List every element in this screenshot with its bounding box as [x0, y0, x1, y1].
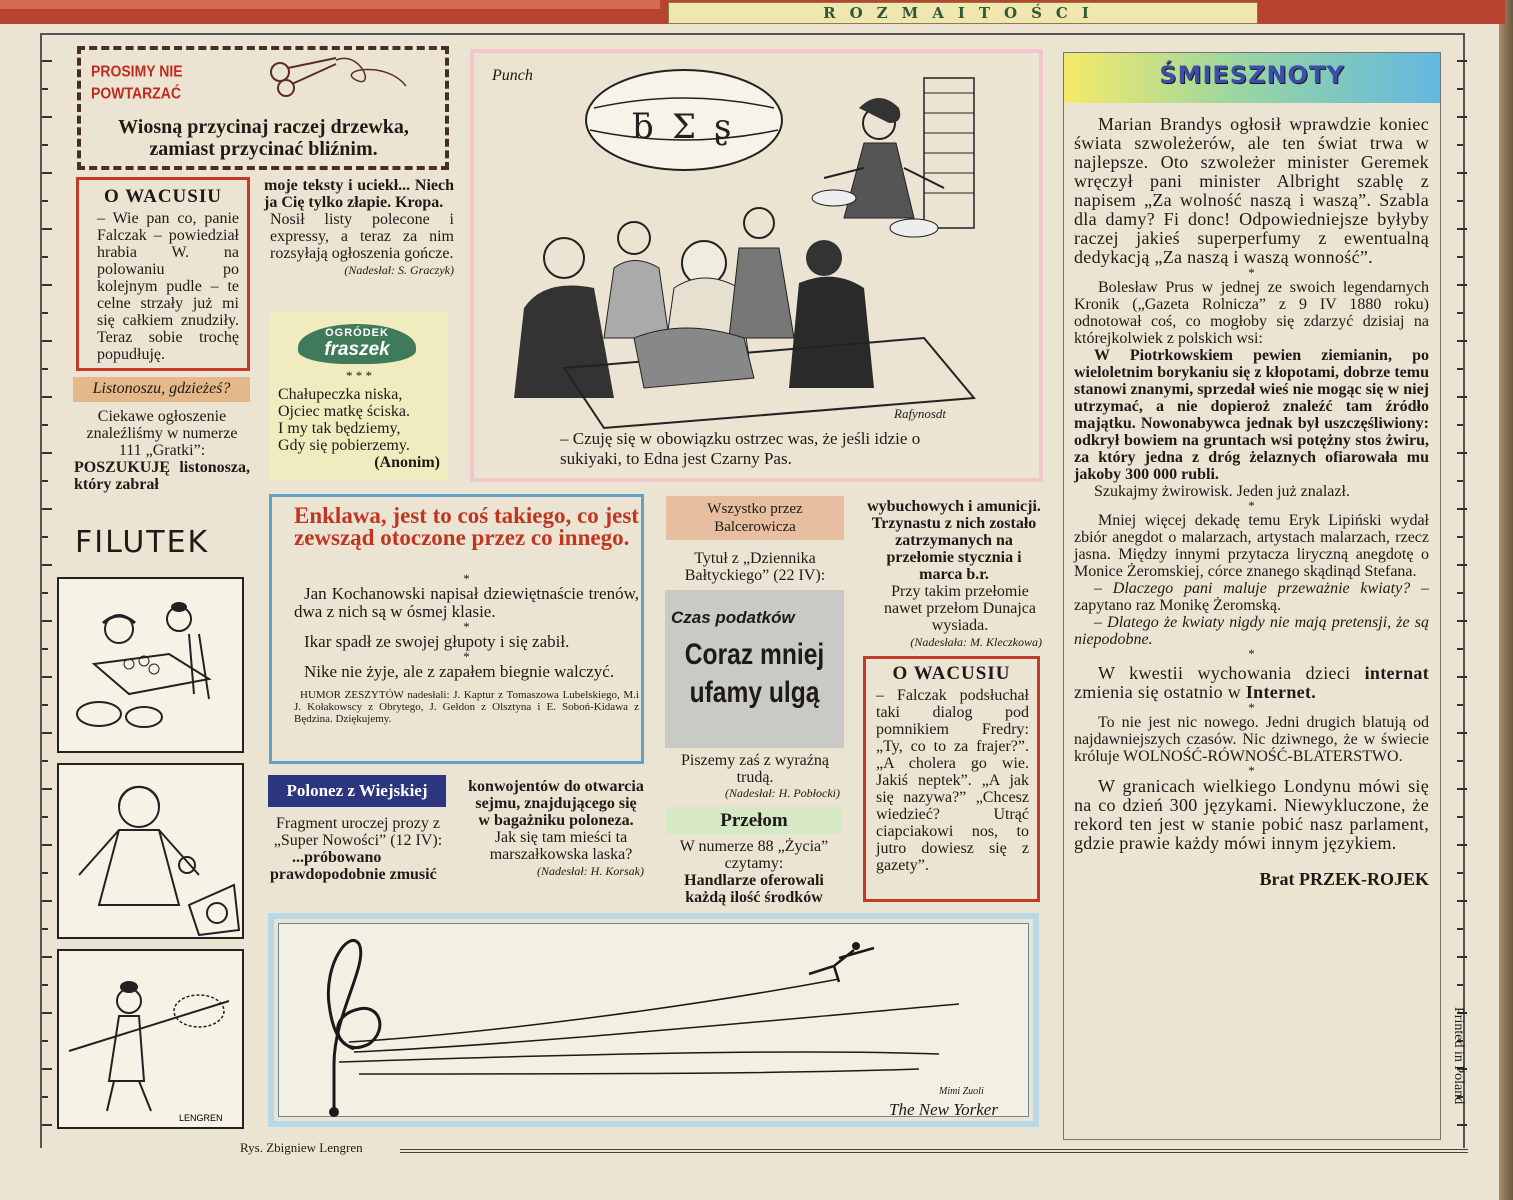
printed-in-poland	[1451, 1003, 1490, 1123]
smiesznoty-p2-end: Szukajmy żwirowisk. Jeden już znalazł.	[1094, 483, 1350, 500]
frame-tick	[1457, 340, 1467, 342]
frame-tick	[1457, 648, 1463, 650]
frame-tick	[42, 144, 48, 146]
frame-tick	[42, 200, 48, 202]
frame-tick	[1457, 844, 1467, 846]
filutek-panel-2	[57, 763, 244, 939]
illustration-credit: Rys. Zbigniew Lengren	[240, 1140, 363, 1155]
filutek-logo: FILUTEK	[75, 525, 210, 560]
polonez-text2: Jak się tam mieści ta marszałkowska laska?	[489, 829, 633, 863]
frame-tick	[1457, 676, 1467, 678]
frame-tick	[42, 88, 48, 90]
separator-star: *	[463, 619, 470, 634]
smiesznoty-p1: Marian Brandys ogłosił wprawdzie koniec świata szwoleżerów, ale ten świat trwa w najlepsze. Oto szwoleżer minister Geremek wręczył pani minister Albright szablę z napisem „Za wolność naszą i waszą”. Szabla dla damy? Fi donc! Odpowiedniejsze byłyby raczej jakieś superperfumy z ewentualną dedykacją „Za naszą i waszą wonność”.	[1074, 114, 1429, 267]
frame-tick	[1457, 536, 1463, 538]
newyorker-cartoon-frame	[268, 913, 1039, 1127]
separator-star: *	[1248, 763, 1255, 778]
prosimy-box	[77, 46, 449, 170]
smiesznoty-p3-question-tail: – zapytano raz Monikę Żeromską.	[1074, 580, 1430, 614]
frame-tick	[1457, 256, 1463, 258]
clipping-small-title: Czas podatków	[671, 608, 795, 627]
frame-tick	[1457, 60, 1467, 62]
filutek-panel-3	[57, 949, 244, 1129]
smiesznoty-p4-a: W kwestii wychowania dzieci	[1098, 663, 1365, 683]
frame-tick	[42, 508, 52, 510]
separator-star: *	[1248, 646, 1255, 661]
filutek-panel-1	[57, 577, 244, 753]
frame-tick	[1457, 564, 1467, 566]
frame-tick	[42, 816, 48, 818]
frame-tick	[1457, 200, 1463, 202]
wszystko-credit: (Nadesłał: H. Pobłocki)	[725, 786, 840, 800]
frame-tick	[42, 1040, 48, 1042]
frame-tick	[42, 1068, 52, 1070]
filutek-drawing-3	[59, 951, 242, 1127]
frame-tick	[42, 452, 52, 454]
frame-tick	[42, 872, 48, 874]
frame-tick	[1457, 704, 1463, 706]
frame-tick	[42, 1124, 52, 1126]
frame-tick	[1457, 592, 1463, 594]
separator-star: *	[463, 649, 470, 664]
frame-tick	[42, 984, 48, 986]
frame-tick	[1457, 116, 1467, 118]
filutek-drawing-2	[59, 765, 242, 937]
newspaper-clipping	[665, 590, 844, 748]
smiesznoty-p5: To nie jest nic nowego. Jedni drugich blatują od najdawniejszych czasów. Nic dziwnego, że w świecie króluje WOLNOŚĆ-RÓWNOŚĆ-BLATERSTWO.	[1074, 714, 1429, 765]
frame-tick	[1457, 480, 1463, 482]
frame-tick	[42, 564, 52, 566]
frame-tick	[1457, 760, 1463, 762]
enklawa-box	[269, 494, 644, 764]
page-spine	[1499, 0, 1513, 1200]
newyorker-source: The New Yorker	[889, 1100, 998, 1119]
listonosz-text: Ciekawe ogłoszenie znaleźliśmy w numerze 111 „Gratki”:	[86, 408, 238, 459]
smiesznoty-header	[1064, 53, 1440, 103]
frame-tick	[42, 760, 48, 762]
wacusiu-title-2: O WACUSIU	[892, 663, 1011, 684]
frame-tick	[1457, 368, 1463, 370]
listonosz-bold-cont: moje teksty i uciekł... Niech ja Cię tylko złapie. Kropa.	[264, 177, 454, 211]
frame-tick	[42, 368, 48, 370]
frame-tick	[42, 592, 48, 594]
frame-tick	[1457, 284, 1467, 286]
ogrodek-stars: * * *	[346, 368, 372, 383]
frame-tick	[42, 424, 48, 426]
przelom-bold: Handlarze oferowali każdą ilość środków	[684, 872, 824, 906]
ogrodek-badge-top: OGRÓDEK	[325, 327, 389, 339]
bottom-rule	[400, 1149, 1468, 1153]
ogrodek-box	[270, 312, 448, 480]
wszystko-text: Tytuł z „Dziennika Bałtyckiego” (22 IV):	[684, 550, 826, 584]
frame-tick	[1457, 620, 1467, 622]
frame-tick	[1457, 928, 1463, 930]
frame-tick	[42, 60, 52, 62]
svg-text:Ʃ: Ʃ	[672, 107, 697, 147]
smiesznoty-p2-quote: W Piotrkowskiem pewien ziemianin, po wieloletnim borykaniu się z kłopotami, dobrze temu stanowi znanymi, sprzedał wieś nie mogąc się w niej utrzymać, a nie dopieroż znaleźć tam źródło majątku. Nowonabywca jednak był uszczęśliwiony: odkrył bowiem na gruntach wsi potężny stos żwiru, za który jedna z dróg żelaznych ofiarowała mu jakoby 300 000 rubli.	[1074, 347, 1429, 483]
separator-star: *	[1248, 498, 1255, 513]
enklawa-credit: HUMOR ZESZYTÓW nadesłali: J. Kaptur z Tomaszowa Lubelskiego, M.i J. Kołakowscy z Obrytego, J. Gełdon z Olsztyna i E. Soboń-Kidawa z Będzina. Dziękujemy.	[294, 689, 639, 725]
frame-tick	[1457, 872, 1463, 874]
listonosz-credit: (Nadesłał: S. Graczyk)	[344, 263, 454, 277]
svg-text:ʂ: ʂ	[714, 107, 732, 147]
przelom-heading: Przełom	[666, 807, 842, 834]
smiesznoty-p6: W granicach wielkiego Londynu mówi się na co dzień 300 językami. Niewykluczone, że rekord ten jest w stanie pobić nasz parlament, gdzie prawie każdy mówi innym językiem.	[1074, 776, 1429, 853]
punch-artist-signature: Rafynosdt	[894, 406, 946, 421]
wacusiu-title-1: O WACUSIU	[104, 186, 222, 207]
ogrodek-poem-line-1: Chałupeczka niska,	[278, 386, 403, 403]
frame-tick	[1457, 424, 1463, 426]
punch-source: Punch	[492, 67, 533, 84]
frame-tick	[42, 704, 48, 706]
przelom-credit: (Nadesłała: M. Kleczkowa)	[910, 635, 1042, 649]
smiesznoty-p4-c: zmienia się ostatnio w	[1074, 682, 1246, 702]
przelom-text: W numerze 88 „Życia” czytamy:	[679, 838, 829, 872]
punch-caption: – Czuję się w obowiązku ostrzec was, że jeśli idzie o sukiyaki, to Edna jest Czarny Pas.	[560, 429, 921, 468]
frame-tick	[42, 732, 52, 734]
frame-tick	[42, 648, 48, 650]
smiesznoty-p3-answer: – Dlatego że kwiaty nigdy nie mają pretensji, że są niepodobne.	[1074, 614, 1429, 648]
frame-top	[40, 33, 1465, 35]
frame-tick	[1457, 900, 1467, 902]
frame-tick	[1457, 312, 1463, 314]
enklawa-title: Enklawa, jest to coś takiego, co jest zewsząd otoczone przez co innego.	[294, 503, 639, 550]
newyorker-drawing	[279, 924, 1030, 1118]
frame-tick	[1457, 172, 1467, 174]
frame-tick	[1457, 816, 1463, 818]
punch-cartoon-drawing	[504, 68, 1014, 438]
prosimy-label-line2: POWTARZAĆ	[91, 84, 181, 102]
frame-tick	[42, 844, 52, 846]
frame-tick	[42, 956, 52, 958]
frame-tick	[42, 536, 48, 538]
polonez-credit: (Nadesłał: H. Korsak)	[537, 864, 644, 878]
polonez-bold-cont: konwojentów do otwarcia sejmu, znajdującego się w bagażniku poloneza.	[468, 778, 644, 829]
frame-tick	[1457, 508, 1467, 510]
scissors-icon	[266, 50, 416, 100]
wacusiu-text-1: – Wie pan co, panie Falczak – powiedział hrabia W. na polowaniu po kolejnym pudle – te celne strzały już mi się całkiem znudziły. Teraz sobie trochę popudłuję.	[97, 210, 239, 363]
smiesznoty-p4-b: internat	[1364, 663, 1429, 683]
przelom-bold-cont: wybuchowych i amunicji. Trzynastu z nich zostało zatrzymanych na przełomie stycznia i marca b.r.	[867, 498, 1041, 583]
prosimy-text: Wiosną przycinaj raczej drzewka, zamiast przycinać bliźnim.	[118, 116, 409, 160]
listonosz-bold: POSZUKUJĘ listonosza, który zabrał	[74, 459, 250, 493]
frame-tick	[42, 396, 52, 398]
smiesznoty-signature: Brat PRZEK-ROJEK	[1259, 869, 1429, 889]
prosimy-label-line1: PROSIMY NIE	[91, 62, 183, 80]
separator-star: *	[1248, 700, 1255, 715]
frame-tick	[1457, 956, 1467, 958]
frame-tick	[1457, 88, 1463, 90]
top-band-highlight	[0, 0, 660, 9]
przelom-text2: Przy takim przełomie nawet przełom Dunajca wysiada.	[884, 583, 1036, 634]
frame-tick	[42, 1096, 48, 1098]
enklawa-line-2: Ikar spadł ze swojej głupoty i się zabił.	[304, 632, 570, 651]
listonosz-text2: Nosił listy polecone i expressy, a teraz za nim rozsyłają ogłoszenia gończe.	[270, 211, 454, 262]
frame-tick	[42, 228, 52, 230]
frame-tick	[42, 788, 52, 790]
wszystko-heading: Wszystko przez Balcerowicza	[666, 496, 844, 540]
frame-tick	[1457, 228, 1467, 230]
frame-tick	[42, 312, 48, 314]
filutek-artist-signature: LENGREN	[179, 1113, 223, 1123]
frame-tick	[42, 900, 52, 902]
wszystko-text2: Piszemy zaś z wyraźną trudą.	[681, 752, 829, 786]
polonez-bold: ...próbowano prawdopodobnie zmusić	[270, 849, 437, 883]
ogrodek-badge	[298, 324, 416, 364]
frame-tick	[1457, 732, 1467, 734]
frame-tick	[42, 116, 52, 118]
ogrodek-badge-bottom: fraszek	[324, 339, 390, 360]
polonez-heading: Polonez z Wiejskiej	[268, 775, 446, 807]
smiesznoty-p4-d: Internet.	[1245, 682, 1317, 702]
punch-cartoon-frame	[470, 49, 1043, 482]
section-title: ROZMAITOŚCI	[668, 2, 1258, 24]
smiesznoty-p3-question: – Dlaczego pani maluje przeważnie kwiaty?	[1094, 580, 1411, 597]
frame-tick	[42, 256, 48, 258]
ogrodek-poem-line-2: Ojciec matkę ściska.	[278, 403, 410, 420]
polonez-text: Fragment uroczej prozy z „Super Nowości” (12 IV):	[273, 815, 443, 849]
frame-right	[1463, 33, 1465, 1148]
frame-tick	[42, 284, 52, 286]
frame-tick	[1457, 1124, 1467, 1126]
frame-tick	[42, 676, 52, 678]
ogrodek-poem-line-3: I my tak będziemy,	[278, 420, 401, 437]
prosimy-label	[91, 60, 211, 104]
frame-tick	[1457, 788, 1467, 790]
frame-tick	[1457, 452, 1467, 454]
frame-tick	[1457, 984, 1463, 986]
frame-tick	[1457, 396, 1467, 398]
ogrodek-author: (Anonim)	[374, 454, 440, 471]
separator-star: *	[1248, 265, 1255, 280]
smiesznoty-title: ŚMIESZNOTY	[1159, 61, 1345, 89]
frame-tick	[42, 172, 52, 174]
frame-tick	[42, 620, 52, 622]
newyorker-cartoon	[278, 923, 1029, 1117]
newyorker-artist-signature: Mimi Zuoli	[939, 1086, 984, 1097]
frame-tick	[42, 928, 48, 930]
wacusiu-text-2: – Falczak podsłuchał taki dialog pod pomnikiem Fredry: „Ty, co to za frajer?”. „A cholera go wie. Jakiś neptek”. „A jak się nazywa?” „Chcesz wiedzieć? Utrąć ciapciakowi nos, to jutro dowiesz się z gazety”.	[876, 687, 1029, 874]
smiesznoty-p3: Mniej więcej dekadę temu Eryk Lipiński wydał zbiór anegdot o malarzach, artystach malarzach, rzecz jasna. Między innymi przytacza liryczną anegdotę o Monice Żeromskiej, córce znanego skądinąd Stefana.	[1074, 512, 1429, 580]
frame-tick	[42, 1012, 52, 1014]
smiesznoty-p2: Bolesław Prus w jednej ze swoich legendarnych Kronik („Gazeta Rolnicza” z 9 IV 1880 roku) odnotował coś, co mogłoby się zdarzyć dzisiaj na którejkolwiek z polskich wsi:	[1074, 279, 1429, 347]
enklawa-line-1: Jan Kochanowski napisał dziewiętnaście trenów, dwa z nich są w ósmej klasie.	[294, 584, 639, 621]
frame-tick	[1457, 144, 1463, 146]
wacusiu-box-2	[863, 656, 1040, 902]
ogrodek-poem-line-4: Gdy się pobierzemy.	[278, 437, 410, 454]
frame-tick	[42, 340, 52, 342]
separator-star: *	[463, 571, 470, 586]
clipping-big-title: Coraz mniej ufamy ulgą	[684, 638, 825, 709]
wacusiu-box-1	[76, 177, 250, 371]
enklawa-line-3: Nike nie żyje, ale z zapałem biegnie walczyć.	[304, 662, 615, 681]
svg-text:ƃ: ƃ	[632, 107, 654, 147]
frame-tick	[42, 480, 48, 482]
smiesznoty-column	[1063, 52, 1441, 1140]
printed-in-poland-text: Printed in Poland	[1451, 1007, 1466, 1105]
filutek-drawing-1	[59, 579, 242, 751]
listonosz-heading: Listonoszu, gdzieżeś?	[73, 377, 250, 402]
